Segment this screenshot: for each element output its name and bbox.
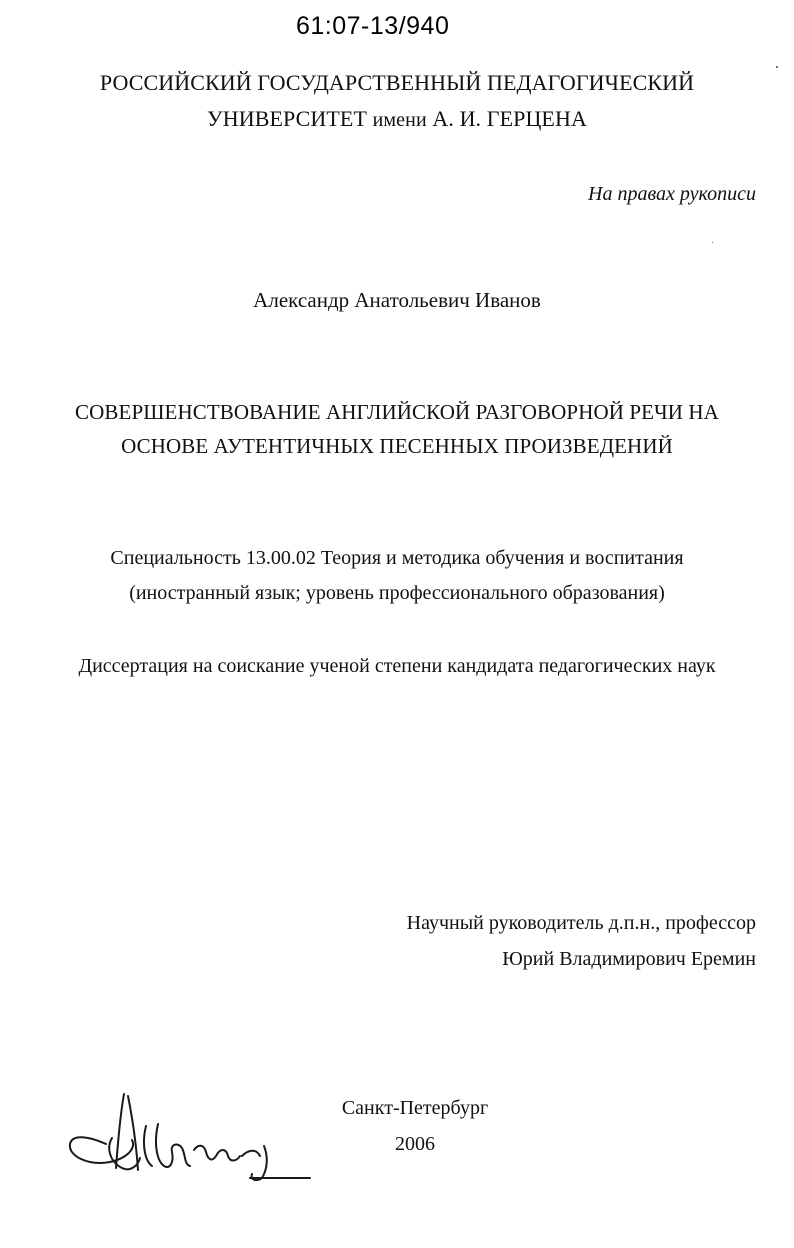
institution-word-named: имени: [372, 109, 427, 131]
specialty-line-1: Специальность 13.00.02 Теория и методика обучения и воспитания: [110, 547, 684, 569]
institution-word-herzen: А. И. ГЕРЦЕНА: [432, 106, 587, 131]
supervisor-role: Научный руководитель д.п.н., профессор: [406, 912, 756, 934]
thesis-title-line-2: ОСНОВЕ АУТЕНТИЧНЫХ ПЕСЕННЫХ ПРОИЗВЕДЕНИЙ: [121, 434, 673, 458]
dissertation-statement: Диссертация на соискание ученой степени кандидата педагогических наук: [78, 655, 716, 677]
specialty-line-2: (иностранный язык; уровень профессионального образования): [129, 582, 665, 604]
scan-speck: [776, 66, 778, 68]
scan-speck: [712, 242, 713, 243]
year: 2006: [395, 1133, 435, 1155]
supervisor-name: Юрий Владимирович Еремин: [502, 948, 756, 970]
manuscript-rights-note: На правах рукописи: [588, 183, 756, 205]
author-name: Александр Анатольевич Иванов: [253, 288, 541, 312]
archive-stamp-code: 61:07-13/940: [296, 12, 450, 40]
institution-line-1: РОССИЙСКИЙ ГОСУДАРСТВЕННЫЙ ПЕДАГОГИЧЕСКИЙ: [99, 70, 695, 95]
thesis-title-line-1: СОВЕРШЕНСТВОВАНИЕ АНГЛИЙСКОЙ РАЗГОВОРНОЙ РЕЧИ НА: [75, 400, 719, 424]
institution-word-university: УНИВЕРСИТЕТ: [207, 106, 367, 131]
institution-line-2: [0, 108, 794, 130]
city: Санкт-Петербург: [341, 1097, 489, 1119]
handwritten-signature: [66, 1086, 316, 1186]
